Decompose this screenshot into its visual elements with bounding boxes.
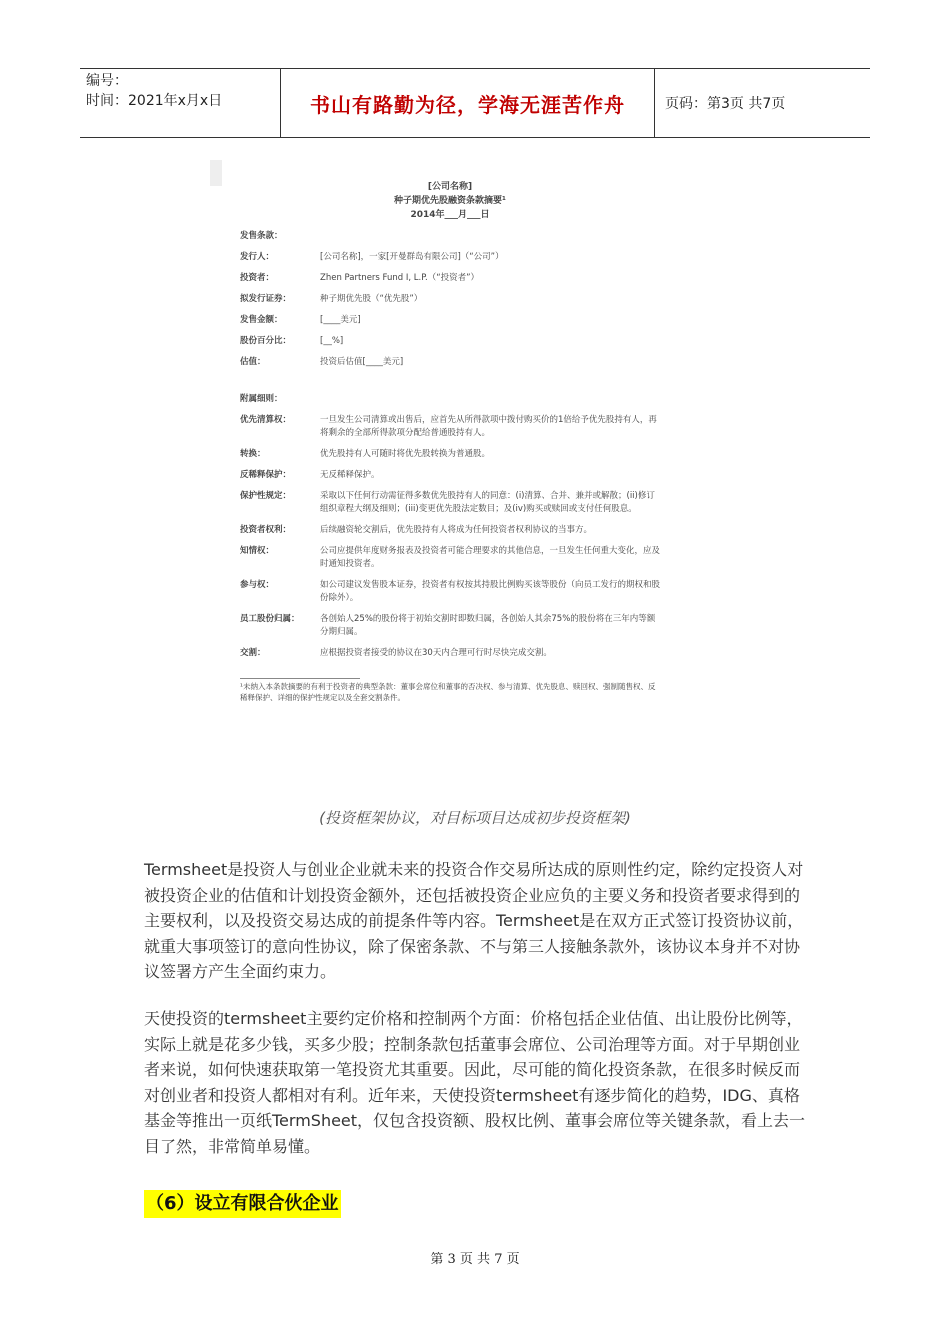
termsheet-row bbox=[240, 356, 660, 369]
termsheet-row bbox=[240, 579, 660, 605]
termsheet-row-label: 股份百分比： bbox=[240, 336, 292, 346]
termsheet-row bbox=[240, 545, 660, 571]
image-caption: (投资框架协议，对目标项目达成初步投资框架) bbox=[319, 809, 631, 827]
termsheet-row bbox=[240, 335, 660, 348]
scan-artifact bbox=[210, 160, 222, 186]
paragraph-termsheet-definition: Termsheet是投资人与创业企业就未来的投资合作交易所达成的原则性约定，除约定投资人对被投资企业的估值和计划投资金额外，还包括被投资企业应负的主要义务和投资者要求得到的主要权利，以及投资交易达成的前提条件等内容。Termsheet是在双方正式签订投资协议前，就重大事项签订的意向性协议，除了保密条款、不与第三人接触条款外，该协议本身并不对协议签署方产生全面约束力。 bbox=[144, 860, 804, 981]
termsheet-row-label: 发行人： bbox=[240, 252, 275, 262]
termsheet-row-label: 员工股份归属： bbox=[240, 614, 300, 624]
section-heading: （6）设立有限合伙企业 bbox=[144, 1190, 341, 1218]
header-motto: 书山有路勤为径，学海无涯苦作舟 bbox=[280, 69, 655, 137]
termsheet-row-label: 发售金额： bbox=[240, 315, 283, 325]
termsheet-row-label: 参与权： bbox=[240, 580, 275, 590]
termsheet-row-label: 附属细则： bbox=[240, 394, 283, 404]
termsheet-row-label: 交割： bbox=[240, 648, 266, 658]
termsheet-row bbox=[240, 448, 660, 461]
termsheet-row-value: 如公司建议发售股本证券，投资者有权按其持股比例购买该等股份（向员工发行的期权和股份除外）。 bbox=[320, 580, 661, 603]
page-footer: 第 3 页 共 7 页 bbox=[430, 1252, 520, 1267]
termsheet-image bbox=[240, 180, 660, 790]
termsheet-row-value: 后续融资轮交割后，优先股持有人将成为任何投资者权利协议的当事方。 bbox=[320, 525, 593, 535]
termsheet-row-value: 公司应提供年度财务报表及投资者可能合理要求的其他信息，一旦发生任何重大变化，应及时通知投资者。 bbox=[320, 546, 661, 569]
footnote-divider bbox=[240, 678, 360, 679]
termsheet-row bbox=[240, 490, 660, 516]
termsheet-row-value bbox=[320, 393, 660, 406]
termsheet-row bbox=[240, 251, 660, 264]
termsheet-row bbox=[240, 230, 660, 243]
termsheet-row-label: 估值： bbox=[240, 357, 266, 367]
termsheet-title-company: [公司名称] bbox=[427, 182, 473, 192]
termsheet-row-label: 投资者权利： bbox=[240, 525, 292, 535]
termsheet-title: 种子期优先股融资条款摘要¹ bbox=[394, 196, 506, 206]
termsheet-row-value: 采取以下任何行动需征得多数优先股持有人的同意：(i)清算、合并、兼并或解散；(ii)修订组织章程大纲及细则；(iii)变更优先股法定数目；及(iv)购买或赎回或支付任何股息。 bbox=[320, 491, 655, 514]
paragraph-angel-termsheet: 天使投资的termsheet主要约定价格和控制两个方面：价格包括企业估值、出让股份比例等，实际上就是花多少钱，买多少股；控制条款包括董事会席位、公司治理等方面。对于早期创业者来说，如何快速获取第一笔投资尤其重要。因此，尽可能的简化投资条款，在很多时候反而对创业者和投资人都相对有利。近年来，天使投资termsheet有逐步简化的趋势，IDG、真格基金等推出一页纸TermSheet，仅包含投资额、股权比例、董事会席位等关键条款，看上去一目了然，非常简单易懂。 bbox=[144, 1009, 806, 1156]
termsheet-row-value: 优先股持有人可随时将优先股转换为普通股。 bbox=[320, 449, 491, 459]
termsheet-row-label: 转换： bbox=[240, 449, 266, 459]
termsheet-row-label: 优先清算权： bbox=[240, 415, 292, 425]
header-page-info: 页码：第3页 共7页 bbox=[665, 96, 786, 112]
termsheet-row bbox=[240, 469, 660, 482]
termsheet-row-value: 一旦发生公司清算或出售后，应首先从所得款项中拨付购买价的1倍给予优先股持有人，再将剩余的全部所得款项分配给普通股持有人。 bbox=[320, 415, 657, 438]
termsheet-row-value: 应根据投资者接受的协议在30天内合理可行时尽快完成交割。 bbox=[320, 648, 552, 658]
termsheet-row-label: 投资者： bbox=[240, 273, 275, 283]
header-number: 编号： bbox=[86, 73, 128, 89]
termsheet-row-label: 保护性规定： bbox=[240, 491, 292, 501]
termsheet-row-label: 知情权： bbox=[240, 546, 275, 556]
termsheet-row-value: 种子期优先股（“优先股”） bbox=[320, 294, 423, 304]
header-meta bbox=[80, 69, 280, 137]
termsheet-offering-terms bbox=[240, 230, 660, 369]
termsheet-row-value: [__%] bbox=[320, 336, 344, 346]
termsheet-row-value: 无反稀释保护。 bbox=[320, 470, 380, 480]
termsheet-row bbox=[240, 272, 660, 285]
header-time: 时间：2021年x月x日 bbox=[86, 93, 223, 109]
termsheet-row-label: 发售条款： bbox=[240, 231, 283, 241]
termsheet-row-value: Zhen Partners Fund I, L.P.（“投资者”） bbox=[320, 273, 480, 283]
termsheet-row-value bbox=[320, 230, 660, 243]
termsheet-row bbox=[240, 393, 660, 406]
termsheet-row bbox=[240, 613, 660, 639]
termsheet-row bbox=[240, 314, 660, 327]
termsheet-row bbox=[240, 524, 660, 537]
page-header bbox=[80, 68, 870, 138]
termsheet-row-value: [____美元] bbox=[320, 315, 361, 325]
termsheet-row-label: 拟发行证券： bbox=[240, 294, 292, 304]
termsheet-row-value: 各创始人25%的股份将于初始交割时即数归属，各创始人其余75%的股份将在三年内等额分期归属。 bbox=[320, 614, 656, 637]
termsheet-row-value: [公司名称]，一家[开曼群岛有限公司]（“公司”） bbox=[320, 252, 504, 262]
termsheet-row bbox=[240, 414, 660, 440]
termsheet-row-label: 反稀释保护： bbox=[240, 470, 292, 480]
termsheet-footnote: ¹未纳入本条款摘要的有利于投资者的典型条款：董事会席位和董事的否决权、参与清算、优先股息、赎回权、强制随售权、反稀释保护、详细的保护性规定以及全套交割条件。 bbox=[240, 682, 656, 702]
termsheet-row bbox=[240, 647, 660, 660]
termsheet-date: 2014年___月___日 bbox=[410, 210, 490, 220]
termsheet-row bbox=[240, 293, 660, 306]
termsheet-bylaws bbox=[240, 393, 660, 660]
termsheet-row-value: 投资后估值[____美元] bbox=[320, 357, 404, 367]
